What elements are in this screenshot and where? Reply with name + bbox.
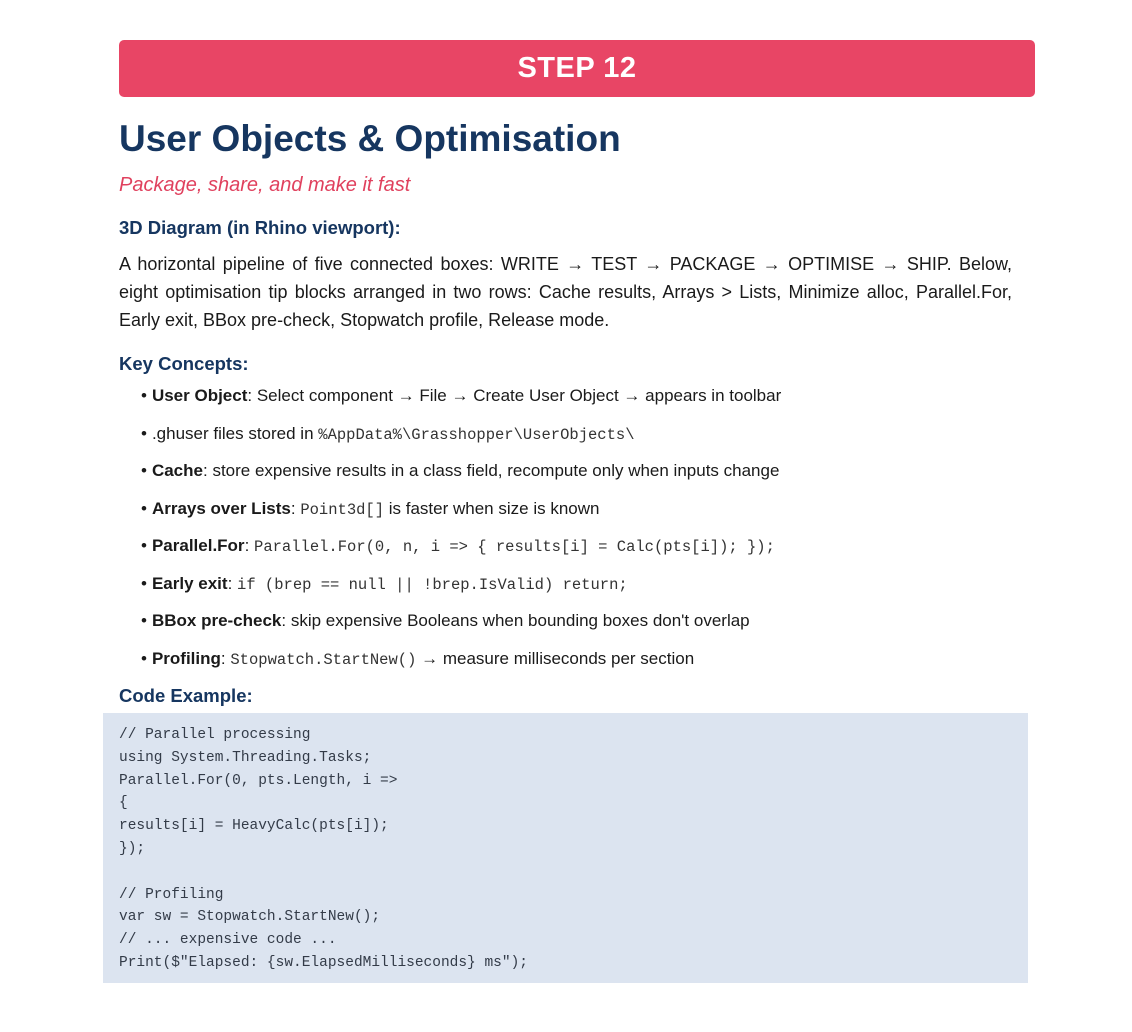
key-concepts-heading: Key Concepts:	[119, 353, 249, 374]
code-line: // ... expensive code ...	[119, 932, 337, 949]
bullet-icon: •	[141, 423, 147, 443]
concept-term: BBox pre-check	[151, 611, 282, 630]
concept-separator: :	[220, 648, 231, 668]
code-line: // Profiling	[119, 886, 224, 903]
concept-profiling	[141, 647, 1035, 671]
code-line: Parallel.For(0, pts.Length, i =>	[119, 772, 398, 789]
concept-bbox-pre-check	[141, 609, 1035, 633]
code-line	[119, 861, 1028, 884]
concept-user-object	[141, 384, 1035, 408]
concept-text: is faster when size is known	[384, 498, 600, 518]
concept-parallel-for	[141, 534, 1035, 558]
concept-text: skip expensive Booleans when bounding boxes don't overlap	[290, 611, 750, 630]
step-banner: STEP 12	[119, 40, 1035, 97]
concept-term: Cache	[151, 461, 203, 480]
key-concepts-list	[119, 384, 1035, 671]
concept-text: Select component → File → Create User Object → appears in toolbar	[256, 386, 782, 405]
concept-term: Parallel.For	[151, 536, 245, 555]
code-example-block	[103, 713, 1028, 983]
concept-early-exit	[141, 572, 1035, 596]
bullet-icon: •	[141, 648, 147, 668]
concept-term: Arrays over Lists	[151, 498, 291, 518]
code-line: Print($"Elapsed: {sw.ElapsedMilliseconds} ms");	[119, 954, 528, 971]
diagram-description: A horizontal pipeline of five connected boxes: WRITE → TEST → PACKAGE → OPTIMISE → SHIP. Below, eight optimisation tip blocks arranged in two rows: Cache results, Arrays > Lists, Minimize alloc, Parallel.For, Early exit, BBox pre-check, Stopwatch profile, Release mode.	[119, 254, 1012, 330]
code-line: using System.Threading.Tasks;	[119, 749, 372, 766]
concept-term: Early exit	[151, 573, 228, 593]
code-example-heading: Code Example:	[119, 685, 253, 706]
bullet-icon: •	[141, 498, 147, 518]
concept-code: %AppData%\Grasshopper\UserObjects\	[318, 425, 635, 444]
bullet-icon: •	[141, 536, 147, 555]
concept-separator: :	[247, 386, 257, 405]
concept-text: → measure milliseconds per section	[416, 648, 695, 668]
page-title: User Objects & Optimisation	[119, 118, 621, 159]
concept-term: Profiling	[151, 648, 221, 668]
bullet-icon: •	[141, 386, 147, 405]
code-line: });	[119, 840, 146, 857]
bullet-icon: •	[141, 573, 147, 593]
concept-separator: :	[290, 498, 301, 518]
code-line: results[i] = HeavyCalc(pts[i]);	[119, 818, 389, 835]
concept-cache	[141, 459, 1035, 483]
concept-code: Point3d[]	[300, 500, 385, 519]
concept-term: User Object	[151, 386, 248, 405]
concept-text: .ghuser files stored in	[151, 423, 319, 443]
concept-separator: :	[281, 611, 291, 630]
concept-separator: :	[202, 461, 213, 480]
code-line: var sw = Stopwatch.StartNew();	[119, 909, 381, 926]
concept-arrays-over-lists	[141, 497, 1035, 521]
concept-separator: :	[227, 573, 238, 593]
diagram-heading: 3D Diagram (in Rhino viewport):	[119, 217, 401, 238]
concept-ghuser-files	[141, 422, 1035, 446]
code-line: {	[119, 795, 128, 812]
concept-code: if (brep == null || !brep.IsValid) return;	[237, 575, 628, 594]
concept-text: store expensive results in a class field, recompute only when inputs change	[212, 461, 780, 480]
code-line: // Parallel processing	[119, 727, 311, 743]
concept-code: Parallel.For(0, n, i => { results[i] = Calc(pts[i]); });	[254, 538, 775, 556]
bullet-icon: •	[141, 611, 147, 630]
concept-separator: :	[244, 536, 255, 555]
concept-code: Stopwatch.StartNew()	[230, 650, 417, 669]
document-page	[119, 40, 1035, 708]
bullet-icon: •	[141, 461, 147, 480]
page-subtitle: Package, share, and make it fast	[119, 174, 411, 196]
